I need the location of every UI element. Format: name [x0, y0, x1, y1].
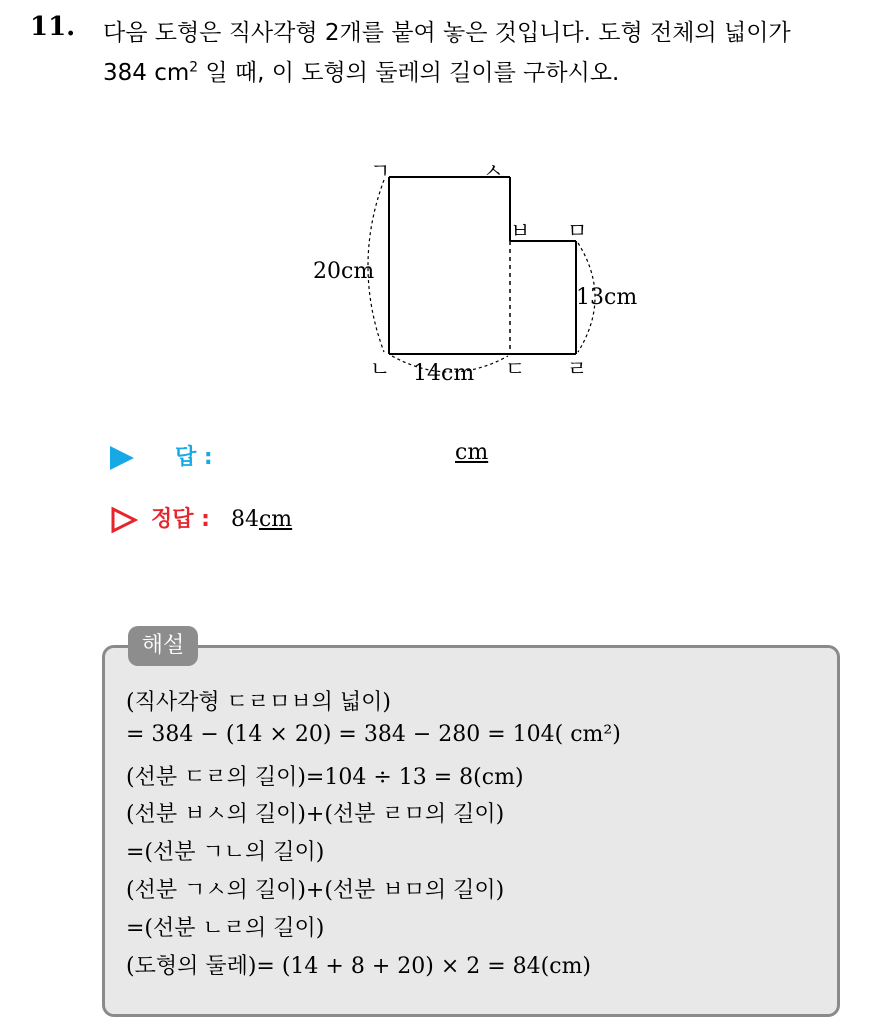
answer-label: 답 :	[175, 445, 213, 470]
explanation-line-6: (선분 ㄱㅅ의 길이)+(선분 ㅂㅁ의 길이)	[126, 878, 505, 903]
correct-answer-value: 84	[230, 507, 259, 532]
correct-answer-label: 정답 :	[151, 507, 210, 532]
outline-triangle-icon	[110, 506, 138, 534]
explanation-line-5: =(선분 ㄱㄴ의 길이)	[126, 840, 325, 865]
explanation-line-3: (선분 ㄷㄹ의 길이)=104 ÷ 13 = 8(cm)	[126, 765, 524, 790]
play-triangle-icon	[110, 446, 134, 470]
area-superscript: 2	[189, 59, 199, 76]
dim-label-bottom: 14cm	[413, 361, 475, 386]
correct-answer-unit: cm	[258, 507, 293, 532]
vertex-label-d: ㄷ	[505, 357, 526, 381]
answer-row	[110, 440, 489, 471]
vertex-label-r: ㄹ	[567, 357, 588, 381]
question-text-line2	[103, 54, 619, 87]
vertex-label-m: ㅁ	[567, 219, 588, 243]
question-number: 11.	[30, 12, 76, 42]
area-value: 384 cm	[103, 60, 190, 86]
question-text-line1: 다음 도형은 직사각형 2개를 붙여 놓은 것입니다. 도형 전체의 넓이가	[103, 20, 791, 46]
dim-label-right: 13cm	[576, 285, 638, 310]
explanation-line-7: =(선분 ㄴㄹ의 길이)	[126, 916, 325, 941]
explanation-line-1: (직사각형 ㄷㄹㅁㅂ의 넓이)	[126, 690, 391, 715]
vertex-label-g: ㄱ	[370, 159, 391, 183]
dim-label-left: 20cm	[313, 259, 375, 284]
answer-unit: cm	[455, 440, 489, 465]
explanation-line-4: (선분 ㅂㅅ의 길이)+(선분 ㄹㅁ의 길이)	[126, 802, 505, 827]
explanation-line-2: = 384 − (14 × 20) = 384 − 280 = 104( cm²)	[126, 722, 621, 747]
composite-rectangle-figure	[300, 150, 660, 390]
explanation-title: 해설	[128, 626, 198, 666]
vertex-label-n: ㄴ	[370, 357, 391, 381]
vertex-label-s: ㅅ	[483, 159, 504, 183]
correct-answer-row	[110, 502, 292, 534]
question-text-line2-rest: 일 때, 이 도형의 둘레의 길이를 구하시오.	[198, 60, 620, 86]
explanation-line-8: (도형의 둘레)= (14 + 8 + 20) × 2 = 84(cm)	[126, 954, 592, 979]
vertex-label-b: ㅂ	[510, 219, 531, 243]
